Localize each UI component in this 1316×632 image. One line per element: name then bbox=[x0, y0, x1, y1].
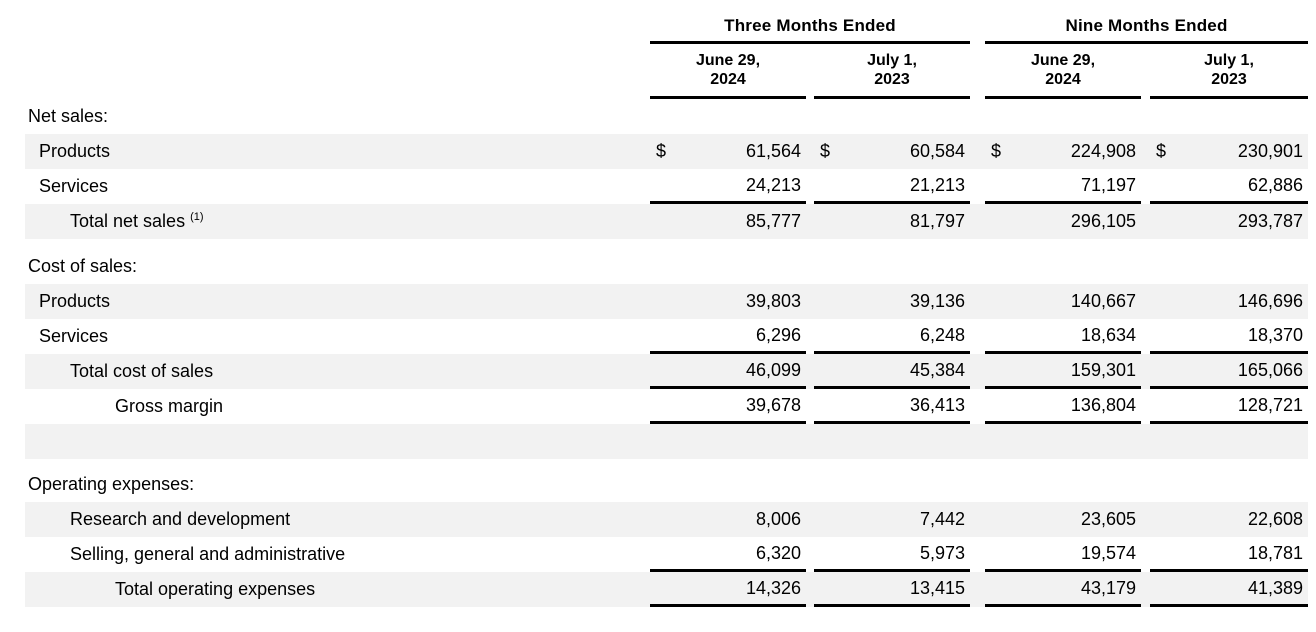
value-text: 8,006 bbox=[755, 509, 801, 529]
row-label: Products bbox=[39, 291, 111, 311]
header-col-gap bbox=[1141, 44, 1150, 99]
date-line: July 1, bbox=[1204, 52, 1254, 69]
value-text: 7,442 bbox=[919, 509, 965, 529]
column-gap bbox=[1141, 169, 1150, 204]
column-gap bbox=[1141, 319, 1150, 354]
column-gap bbox=[1141, 389, 1150, 424]
column-gap bbox=[806, 467, 814, 502]
header-col-date-3 bbox=[985, 44, 1141, 99]
value-cell bbox=[814, 424, 970, 459]
value-cell bbox=[985, 502, 1141, 537]
dollar-sign: $ bbox=[656, 141, 667, 161]
value-cell bbox=[814, 249, 970, 284]
column-gap bbox=[1141, 467, 1150, 502]
header-label-spacer bbox=[25, 44, 650, 99]
date-line: July 1, bbox=[867, 52, 917, 69]
column-gap bbox=[806, 99, 814, 134]
column-gap bbox=[806, 249, 814, 284]
row-label: Total net sales $^{(1)}$ bbox=[70, 211, 204, 231]
column-gap bbox=[970, 204, 985, 239]
column-gap bbox=[970, 99, 985, 134]
column-gap bbox=[970, 502, 985, 537]
table-body bbox=[25, 99, 1308, 607]
header-group-gap bbox=[970, 44, 985, 99]
value-cell bbox=[814, 354, 970, 389]
value-cell bbox=[650, 169, 806, 204]
value-cell bbox=[985, 99, 1141, 134]
value-cell bbox=[1150, 249, 1308, 284]
value-cell bbox=[1150, 169, 1308, 204]
value-text: 23,605 bbox=[1080, 509, 1136, 529]
table-row bbox=[25, 467, 1308, 502]
value-text: 146,696 bbox=[1237, 291, 1303, 311]
spacer-row bbox=[25, 424, 1308, 459]
section-label bbox=[25, 424, 650, 459]
column-gap bbox=[806, 204, 814, 239]
value-cell bbox=[1150, 467, 1308, 502]
column-gap bbox=[1141, 537, 1150, 572]
row-label: Gross margin bbox=[115, 396, 224, 416]
value-cell bbox=[1150, 502, 1308, 537]
value-cell bbox=[985, 389, 1141, 424]
value-cell bbox=[650, 389, 806, 424]
value-text: 81,797 bbox=[909, 211, 965, 231]
section-label: Operating expenses: bbox=[28, 474, 195, 494]
column-gap bbox=[806, 319, 814, 354]
value-cell bbox=[814, 467, 970, 502]
column-gap bbox=[1141, 354, 1150, 389]
value-text: 39,803 bbox=[745, 291, 801, 311]
value-cell bbox=[814, 502, 970, 537]
value-text: 18,370 bbox=[1247, 324, 1303, 345]
value-cell bbox=[814, 319, 970, 354]
section-label: Net sales: bbox=[28, 106, 109, 126]
date-line: 2024 bbox=[710, 71, 746, 88]
value-cell bbox=[1150, 424, 1308, 459]
row-label: Total cost of sales bbox=[70, 361, 214, 381]
value-cell bbox=[814, 134, 970, 169]
column-gap bbox=[1141, 204, 1150, 239]
column-gap bbox=[1141, 424, 1150, 459]
date-line: 2023 bbox=[1211, 71, 1247, 88]
value-cell bbox=[985, 249, 1141, 284]
table-row bbox=[25, 502, 1308, 537]
value-cell bbox=[1150, 99, 1308, 134]
column-gap bbox=[1141, 134, 1150, 169]
value-text: 62,886 bbox=[1247, 174, 1303, 195]
date-line: 2024 bbox=[1045, 71, 1081, 88]
value-cell bbox=[650, 572, 806, 607]
value-cell bbox=[650, 284, 806, 319]
value-cell bbox=[985, 204, 1141, 239]
value-cell bbox=[985, 424, 1141, 459]
value-cell bbox=[650, 354, 806, 389]
row-label: Total operating expenses bbox=[115, 579, 316, 599]
column-gap bbox=[970, 424, 985, 459]
footnote-marker: (1) bbox=[190, 211, 204, 223]
value-cell bbox=[650, 424, 806, 459]
value-cell bbox=[985, 467, 1141, 502]
value-cell bbox=[1150, 537, 1308, 572]
header-group-nine-months: Nine Months Ended bbox=[985, 14, 1308, 44]
row-spacer bbox=[25, 459, 1308, 467]
value-cell bbox=[650, 319, 806, 354]
column-gap bbox=[970, 572, 985, 607]
column-gap bbox=[970, 389, 985, 424]
header-col-gap bbox=[806, 44, 814, 99]
value-text: 296,105 bbox=[1070, 211, 1136, 231]
value-text: 165,066 bbox=[1237, 359, 1303, 380]
value-text: 6,248 bbox=[919, 324, 965, 345]
column-gap bbox=[806, 169, 814, 204]
value-text: 140,667 bbox=[1070, 291, 1136, 311]
column-gap bbox=[970, 249, 985, 284]
value-cell bbox=[650, 99, 806, 134]
table-row bbox=[25, 319, 1308, 354]
column-gap bbox=[970, 169, 985, 204]
value-cell bbox=[1150, 389, 1308, 424]
dollar-sign: $ bbox=[1156, 141, 1167, 161]
value-text: 136,804 bbox=[1070, 394, 1136, 415]
table-row bbox=[25, 389, 1308, 424]
value-text: 293,787 bbox=[1237, 211, 1303, 231]
value-text: 39,678 bbox=[745, 394, 801, 415]
column-gap bbox=[970, 284, 985, 319]
table-row bbox=[25, 99, 1308, 134]
value-cell bbox=[985, 572, 1141, 607]
table-row bbox=[25, 572, 1308, 607]
value-cell bbox=[814, 204, 970, 239]
value-text: 39,136 bbox=[909, 291, 965, 311]
column-gap bbox=[806, 572, 814, 607]
column-gap bbox=[806, 389, 814, 424]
header-col-date-2 bbox=[814, 44, 970, 99]
value-text: 18,634 bbox=[1080, 324, 1136, 345]
value-text: 61,564 bbox=[745, 141, 801, 161]
row-label: Services bbox=[39, 326, 109, 346]
table-row bbox=[25, 249, 1308, 284]
value-cell bbox=[985, 284, 1141, 319]
value-text: 224,908 bbox=[1070, 141, 1136, 161]
value-cell bbox=[1150, 319, 1308, 354]
value-text: 85,777 bbox=[745, 211, 801, 231]
column-gap bbox=[1141, 284, 1150, 319]
header-group-three-months: Three Months Ended bbox=[650, 14, 970, 44]
header-group-gap bbox=[970, 14, 985, 44]
value-text: 13,415 bbox=[909, 577, 965, 598]
row-spacer bbox=[25, 239, 1308, 249]
row-label: Research and development bbox=[70, 509, 291, 529]
value-text: 24,213 bbox=[745, 174, 801, 195]
value-text: 18,781 bbox=[1247, 542, 1303, 563]
column-gap bbox=[806, 424, 814, 459]
value-text: 14,326 bbox=[745, 577, 801, 598]
value-cell bbox=[985, 354, 1141, 389]
row-label: Services bbox=[39, 176, 109, 196]
table-row bbox=[25, 204, 1308, 239]
value-text: 45,384 bbox=[909, 359, 965, 380]
value-cell bbox=[650, 204, 806, 239]
date-line: 2023 bbox=[874, 71, 910, 88]
value-cell bbox=[985, 537, 1141, 572]
value-cell bbox=[650, 502, 806, 537]
table-row bbox=[25, 284, 1308, 319]
value-cell bbox=[1150, 284, 1308, 319]
value-cell bbox=[650, 134, 806, 169]
column-gap bbox=[806, 354, 814, 389]
value-cell bbox=[814, 389, 970, 424]
dollar-sign: $ bbox=[991, 141, 1002, 161]
date-line: June 29, bbox=[1030, 52, 1096, 69]
value-text: 128,721 bbox=[1237, 394, 1303, 415]
value-text: 60,584 bbox=[909, 141, 965, 161]
value-text: 21,213 bbox=[909, 174, 965, 195]
value-cell bbox=[985, 169, 1141, 204]
table-row bbox=[25, 537, 1308, 572]
value-text: 43,179 bbox=[1080, 577, 1136, 598]
value-text: 22,608 bbox=[1247, 509, 1303, 529]
value-cell bbox=[650, 467, 806, 502]
column-gap bbox=[970, 134, 985, 169]
income-statement-table bbox=[25, 14, 1308, 607]
value-cell bbox=[985, 319, 1141, 354]
value-text: 230,901 bbox=[1237, 141, 1303, 161]
column-gap bbox=[806, 284, 814, 319]
column-gap bbox=[806, 502, 814, 537]
value-cell bbox=[1150, 134, 1308, 169]
dollar-sign: $ bbox=[820, 141, 831, 161]
value-cell bbox=[1150, 204, 1308, 239]
column-gap bbox=[1141, 249, 1150, 284]
value-text: 19,574 bbox=[1080, 542, 1136, 563]
table-row bbox=[25, 354, 1308, 389]
column-gap bbox=[1141, 99, 1150, 134]
header-dates-row bbox=[25, 44, 1308, 99]
column-gap bbox=[1141, 502, 1150, 537]
column-gap bbox=[970, 537, 985, 572]
value-cell bbox=[1150, 572, 1308, 607]
header-col-date-1 bbox=[650, 44, 806, 99]
header-period-groups-row bbox=[25, 14, 1308, 44]
value-text: 6,320 bbox=[755, 542, 801, 563]
value-cell bbox=[650, 537, 806, 572]
header-col-date-4 bbox=[1150, 44, 1308, 99]
table-row bbox=[25, 169, 1308, 204]
value-text: 36,413 bbox=[909, 394, 965, 415]
row-label: Products bbox=[39, 141, 111, 161]
table-row bbox=[25, 134, 1308, 169]
header-label-spacer bbox=[25, 14, 650, 44]
column-gap bbox=[1141, 572, 1150, 607]
value-cell bbox=[814, 572, 970, 607]
value-text: 159,301 bbox=[1070, 359, 1136, 380]
value-cell bbox=[814, 537, 970, 572]
value-cell bbox=[1150, 354, 1308, 389]
value-text: 71,197 bbox=[1080, 174, 1136, 195]
value-text: 46,099 bbox=[745, 359, 801, 380]
value-cell bbox=[985, 134, 1141, 169]
value-cell bbox=[814, 284, 970, 319]
column-gap bbox=[806, 134, 814, 169]
value-text: 5,973 bbox=[919, 542, 965, 563]
value-cell bbox=[650, 249, 806, 284]
row-label: Selling, general and administrative bbox=[70, 544, 346, 564]
section-label: Cost of sales: bbox=[28, 256, 138, 276]
date-line: June 29, bbox=[695, 52, 761, 69]
column-gap bbox=[970, 319, 985, 354]
column-gap bbox=[970, 467, 985, 502]
value-cell bbox=[814, 169, 970, 204]
column-gap bbox=[806, 537, 814, 572]
value-text: 41,389 bbox=[1247, 577, 1303, 598]
column-gap bbox=[970, 354, 985, 389]
value-text: 6,296 bbox=[755, 324, 801, 345]
value-cell bbox=[814, 99, 970, 134]
